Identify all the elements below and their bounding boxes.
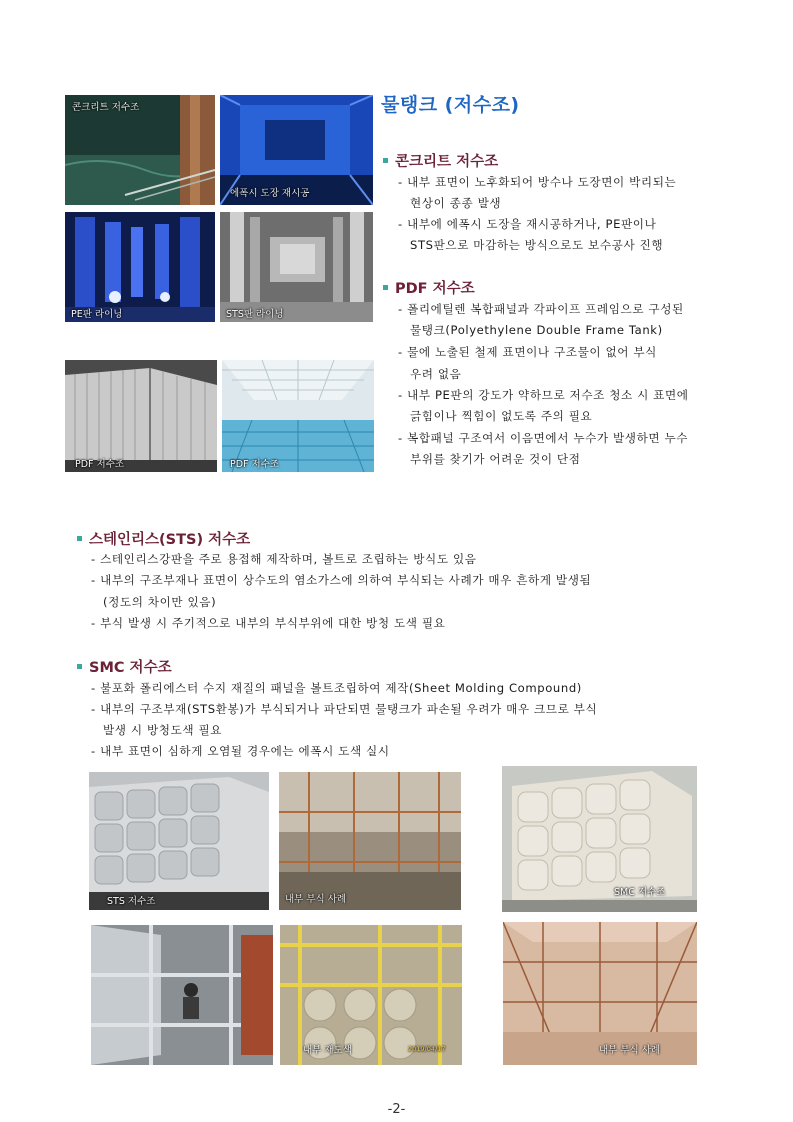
photo-caption: 내부 부식 사례 [599,1045,661,1056]
body-line: 부위를 찾기가 어려운 것이 단점 [410,452,581,466]
bullet-square-icon [383,285,388,290]
body-line: - 물에 노출된 철제 표면이나 구조물이 없어 부식 [398,345,657,359]
photo-caption: PE판 라이닝 [71,309,123,320]
photo-caption: STS 저수조 [107,896,156,907]
body-line: 현상이 종종 발생 [410,196,502,210]
photo-caption: 콘크리트 저수조 [72,102,140,113]
body-line: 발생 시 방청도색 필요 [103,723,223,737]
body-line: - 내부의 구조부재(STS환봉)가 부식되거나 파단되면 물탱크가 파손될 우려가 매우 크므로 부식 [91,702,598,716]
bullet-square-icon [77,664,82,669]
page-title: 물탱크 (저수조) [381,94,520,116]
section-heading-pdf: PDF 저수조 [383,277,475,298]
body-line: - 내부 표면이 심하게 오염될 경우에는 에폭시 도색 실시 [91,744,390,758]
body-line: - 내부에 에폭시 도장을 재시공하거나, PE판이나 [398,217,657,231]
body-line: 우려 없음 [410,367,462,381]
page-number: -2- [387,1102,406,1117]
body-line: - 불포화 폴리에스터 수지 재질의 패널을 볼트조립하여 제작(Sheet Molding Compound) [91,681,582,695]
inner-structure-photo [91,925,273,1065]
date-stamp: 2019/04/17 [408,1045,446,1053]
body-line: - 내부의 구조부재나 표면이 상수도의 염소가스에 의하여 부식되는 사례가 매우 흔하게 발생됨 [91,573,592,587]
epoxy-recoat-photo [220,95,373,205]
sts-tank-photo [89,772,269,910]
body-line: (정도의 차이만 있음) [103,595,217,609]
body-line: STS판으로 마감하는 방식으로도 보수공사 진행 [410,238,664,252]
photo-caption: 내부 재도색 [303,1045,352,1056]
photo-caption: 내부 부식 사례 [285,894,347,905]
body-line: - 내부 PE판의 강도가 약하므로 저수조 청소 시 표면에 [398,388,689,402]
section-heading-smc: SMC 저수조 [77,656,172,677]
body-line: - 내부 표면이 노후화되어 방수나 도장면이 박리되는 [398,175,677,189]
pdf-tank-exterior-photo [65,360,217,472]
inner-corrosion-photo-2 [503,922,697,1065]
body-line: 긁힘이나 찍힘이 없도록 주의 필요 [410,409,593,423]
photo-caption: SMC 저수조 [614,887,666,898]
body-line: - 복합패널 구조여서 이음면에서 누수가 발생하면 누수 [398,431,689,445]
bullet-square-icon [77,536,82,541]
pdf-tank-interior-photo [222,360,374,472]
body-line: - 스테인리스강판을 주로 용접해 제작하며, 볼트로 조립하는 방식도 있음 [91,552,477,566]
inner-repaint-photo [280,925,462,1065]
photo-caption: PDF 저수조 [75,459,125,470]
photo-caption: PDF 저수조 [230,459,280,470]
smc-tank-photo [502,766,697,912]
section-heading-sts: 스테인리스(STS) 저수조 [77,528,250,549]
photo-caption: 에폭시 도장 재시공 [230,188,310,199]
bullet-square-icon [383,158,388,163]
sts-lining-photo [220,212,373,322]
section-heading-concrete: 콘크리트 저수조 [383,150,498,171]
inner-corrosion-photo-1 [279,772,461,910]
concrete-tank-photo [65,95,215,205]
pe-lining-photo [65,212,215,322]
body-line: - 부식 발생 시 주기적으로 내부의 부식부위에 대한 방청 도색 필요 [91,616,446,630]
body-line: - 폴리에틸렌 복합패널과 각파이프 프레임으로 구성된 [398,302,684,316]
body-line: 물탱크(Polyethylene Double Frame Tank) [410,323,663,337]
photo-caption: STS판 라이닝 [226,309,284,320]
